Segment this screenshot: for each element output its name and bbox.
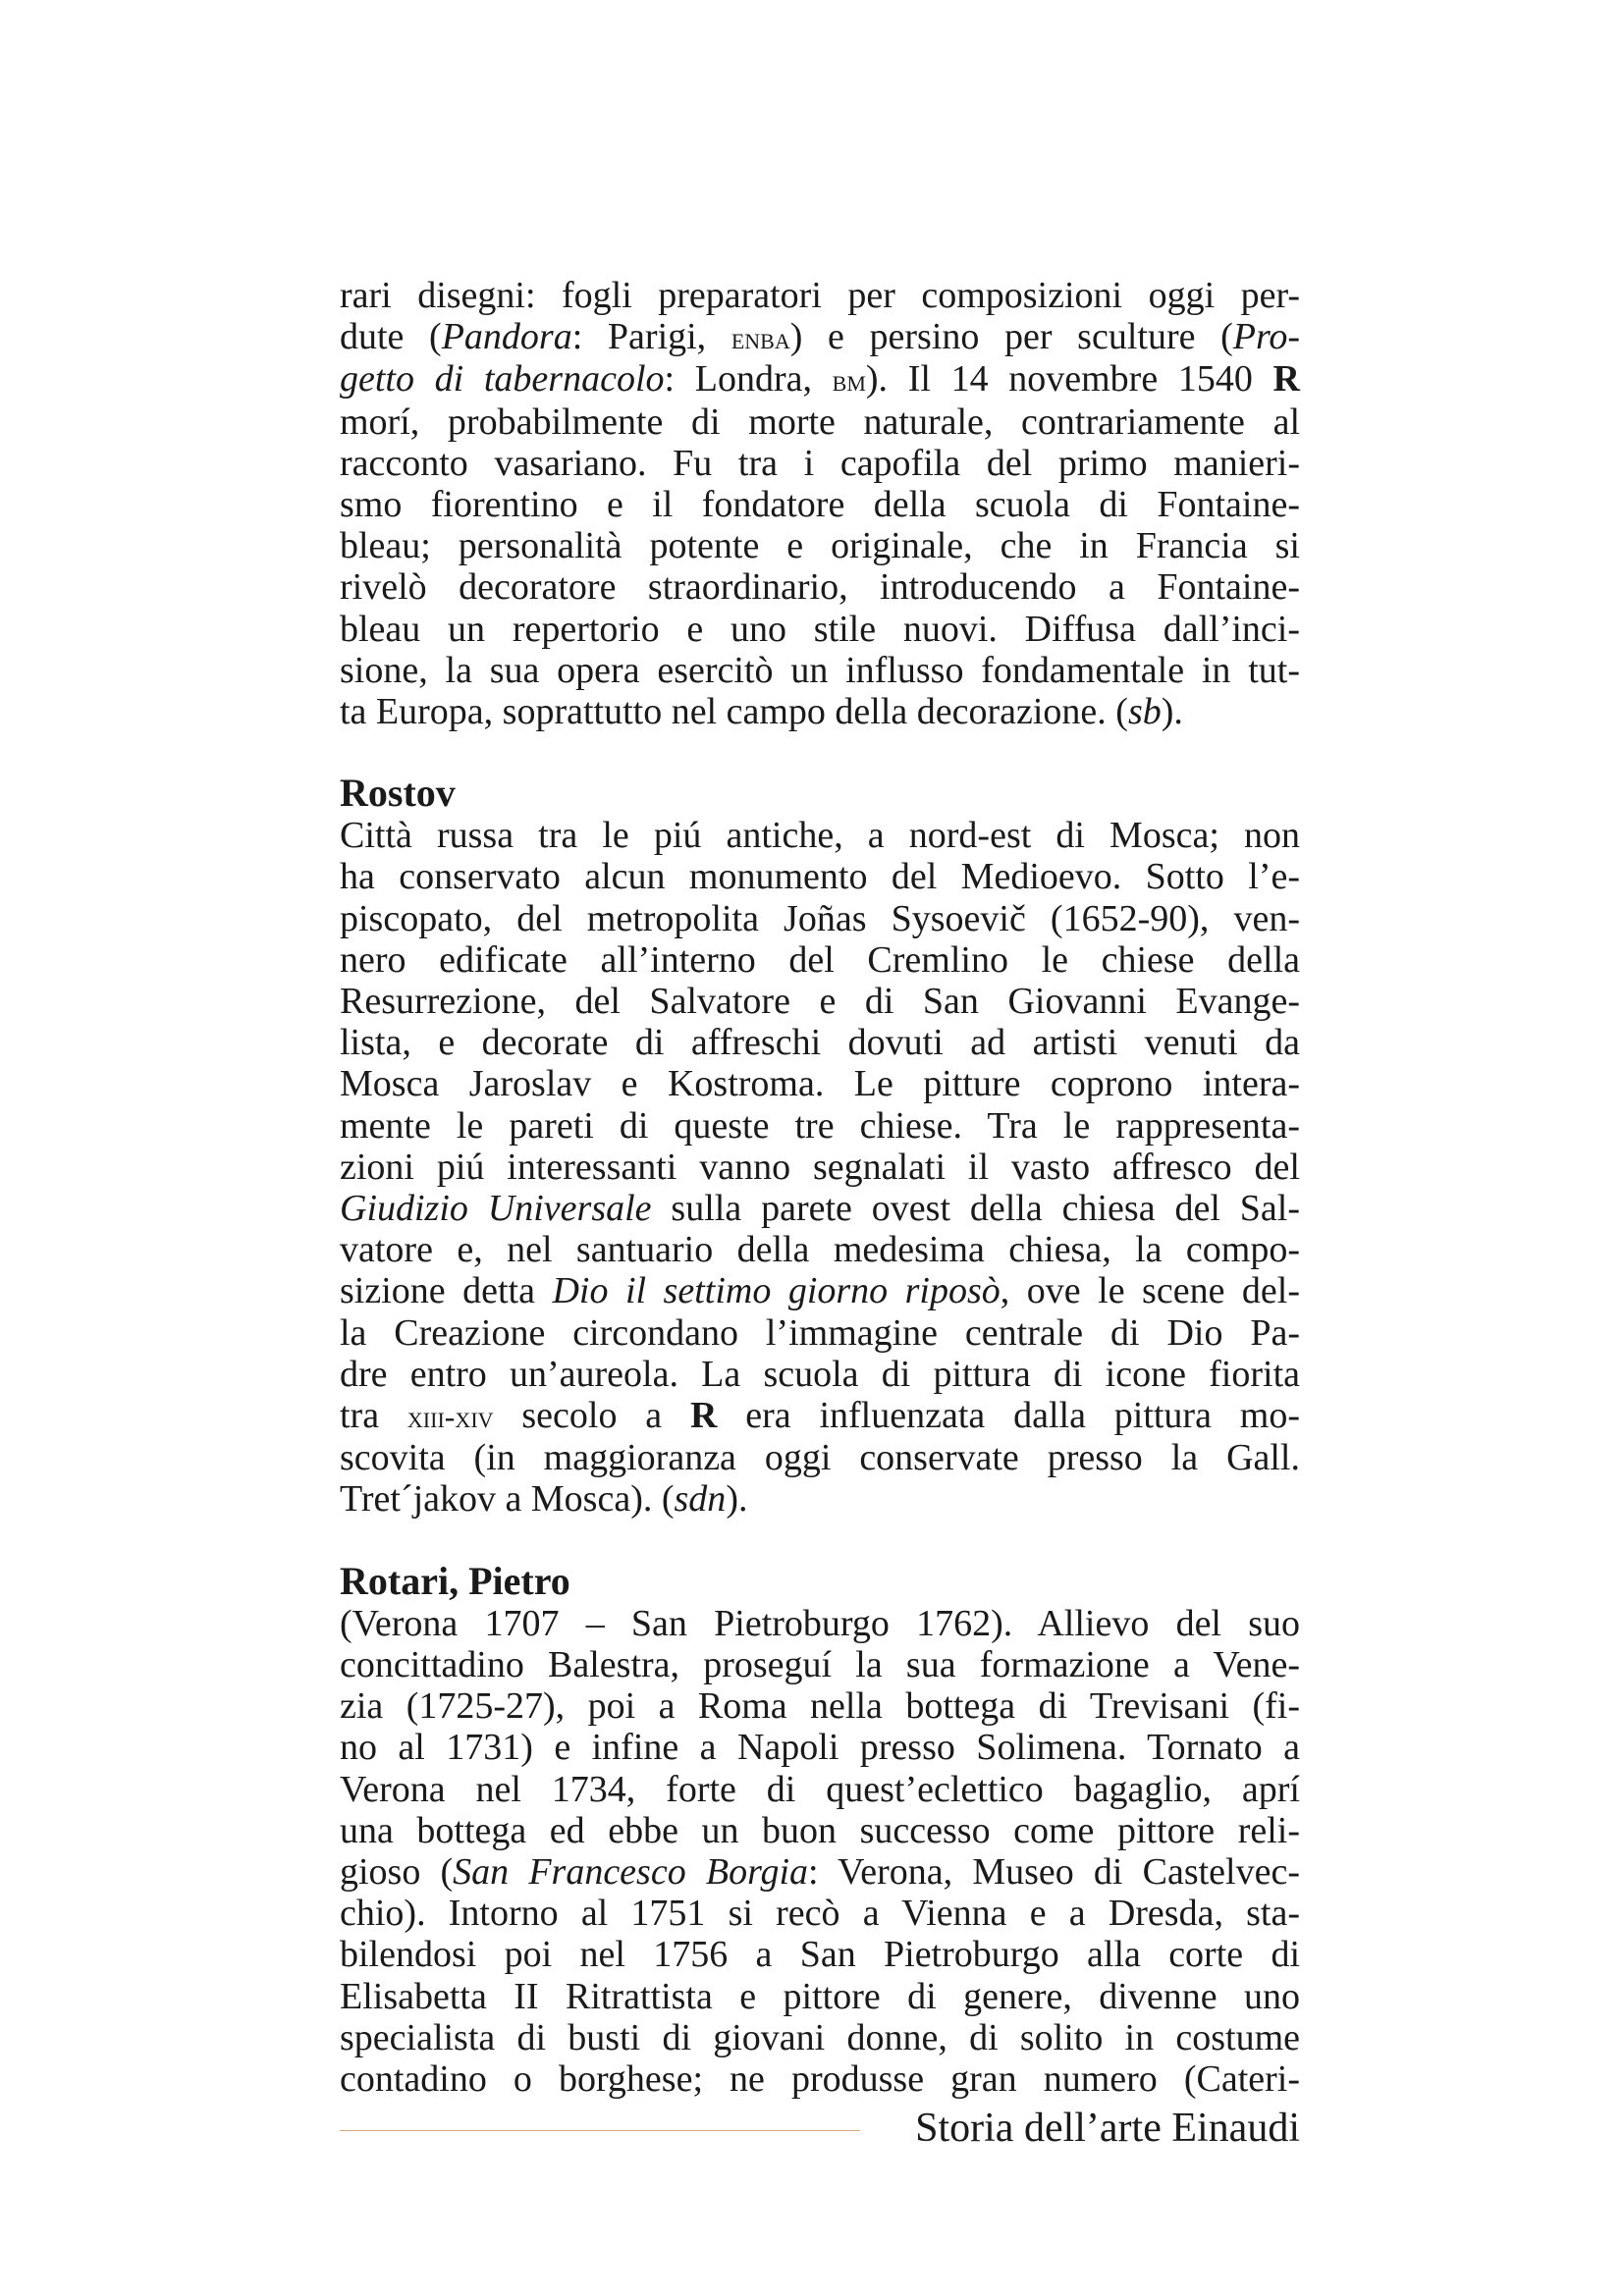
text-line: Giudizio Universale sulla parete ovest della chiesa del Sal- [340, 1188, 1300, 1230]
text-line: gioso (San Francesco Borgia: Verona, Museo di Castelvec- [340, 1850, 1300, 1893]
text-line: sione, la sua opera esercitò un influsso fondamentale in tut- [340, 649, 1300, 691]
entry-continuation [340, 275, 1300, 732]
entry-heading: Rotari, Pietro [340, 1558, 570, 1603]
text-line: specialista di busti di giovani donne, di solito in costume [340, 2016, 1300, 2058]
text-line: lista, e decorate di affreschi dovuti ad artisti venuti da [340, 1022, 1300, 1064]
text-line: getto di tabernacolo: Londra, bm). Il 14 novembre 1540 R [340, 358, 1300, 400]
text-line: racconto vasariano. Fu tra i capofila del primo manieri- [340, 442, 1300, 484]
text-line: la Creazione circondano l’immagine centrale di Dio Pa- [340, 1311, 1300, 1354]
text-line: bleau un repertorio e uno stile nuovi. Diffusa dall’inci- [340, 608, 1300, 650]
text-line: Resurrezione, del Salvatore e di San Giovanni Evange- [340, 981, 1300, 1023]
text-line: zioni piú interessanti vanno segnalati il vasto affresco del [340, 1146, 1300, 1188]
entry-text [340, 1603, 1300, 2100]
text-line: vatore e, nel santuario della medesima chiesa, la compo- [340, 1229, 1300, 1271]
text-line: scovita (in maggioranza oggi conservate presso la Gall. [340, 1437, 1300, 1479]
text-line: morí, probabilmente di morte naturale, contrariamente al [340, 400, 1300, 443]
text-line: sizione detta Dio il settimo giorno riposò, ove le scene del- [340, 1270, 1301, 1312]
text-line: (Verona 1707 – San Pietroburgo 1762). Allievo del suo [340, 1602, 1300, 1644]
text-line: Mosca Jaroslav e Kostroma. Le pitture coprono intera- [340, 1063, 1300, 1105]
text-line: smo fiorentino e il fondatore della scuola di Fontaine- [340, 484, 1300, 526]
text-line: ha conservato alcun monumento del Medioevo. Sotto l’e- [340, 856, 1300, 898]
text-line: mente le pareti di queste tre chiese. Tra le rappresenta- [340, 1104, 1300, 1147]
text-line: Elisabetta II Ritrattista e pittore di genere, divenne uno [340, 1975, 1300, 2017]
text-line: rivelò decoratore straordinario, introducendo a Fontaine- [340, 566, 1300, 609]
text-line: Tret´jakov a Mosca). (sdn). [340, 1478, 748, 1521]
entry-text [340, 275, 1300, 732]
text-line: zia (1725-27), poi a Roma nella bottega di Trevisani (fi- [340, 1685, 1300, 1728]
text-line: nero edificate all’interno del Cremlino le chiese della [340, 938, 1300, 981]
text-line: tra xiii-xiv secolo a R era influenzata dalla pittura mo- [340, 1395, 1300, 1437]
text-line: dute (Pandora: Parigi, enba) e persino per sculture (Pro- [340, 316, 1301, 358]
text-line: Città russa tra le piú antiche, a nord-est di Mosca; non [340, 815, 1300, 857]
text-line: concittadino Balestra, proseguí la sua formazione a Vene- [340, 1643, 1300, 1685]
text-line: una bottega ed ebbe un buon successo come pittore reli- [340, 1809, 1300, 1851]
entry-rotari [340, 1560, 1300, 2100]
text-line: bleau; personalità potente e originale, che in Francia si [340, 525, 1300, 567]
text-line: contadino o borghese; ne produsse gran numero (Cateri- [340, 2057, 1300, 2100]
text-line: ta Europa, soprattutto nel campo della decorazione. (sb). [340, 691, 1183, 733]
text-line: bilendosi poi nel 1756 a San Pietroburgo alla corte di [340, 1934, 1300, 1976]
text-line: rari disegni: fogli preparatori per composizioni oggi per- [340, 275, 1300, 316]
page-footer [340, 2099, 1300, 2158]
entry-text [340, 815, 1300, 1520]
text-line: no al 1731) e infine a Napoli presso Solimena. Tornato a [340, 1727, 1300, 1769]
footer-rule [340, 2130, 860, 2131]
page-body [340, 275, 1300, 2100]
text-line: chio). Intorno al 1751 si recò a Vienna e a Dresda, sta- [340, 1893, 1300, 1935]
footer-title: Storia dell’arte Einaudi [915, 2106, 1300, 2151]
text-line: dre entro un’aureola. La scuola di pittura di icone fiorita [340, 1353, 1300, 1395]
entry-rostov [340, 772, 1300, 1520]
text-line: Verona nel 1734, forte di quest’eclettico bagaglio, aprí [340, 1768, 1300, 1810]
entry-heading: Rostov [340, 771, 456, 816]
text-line: piscopato, del metropolita Joñas Sysoevič (1652-90), ven- [340, 897, 1300, 939]
